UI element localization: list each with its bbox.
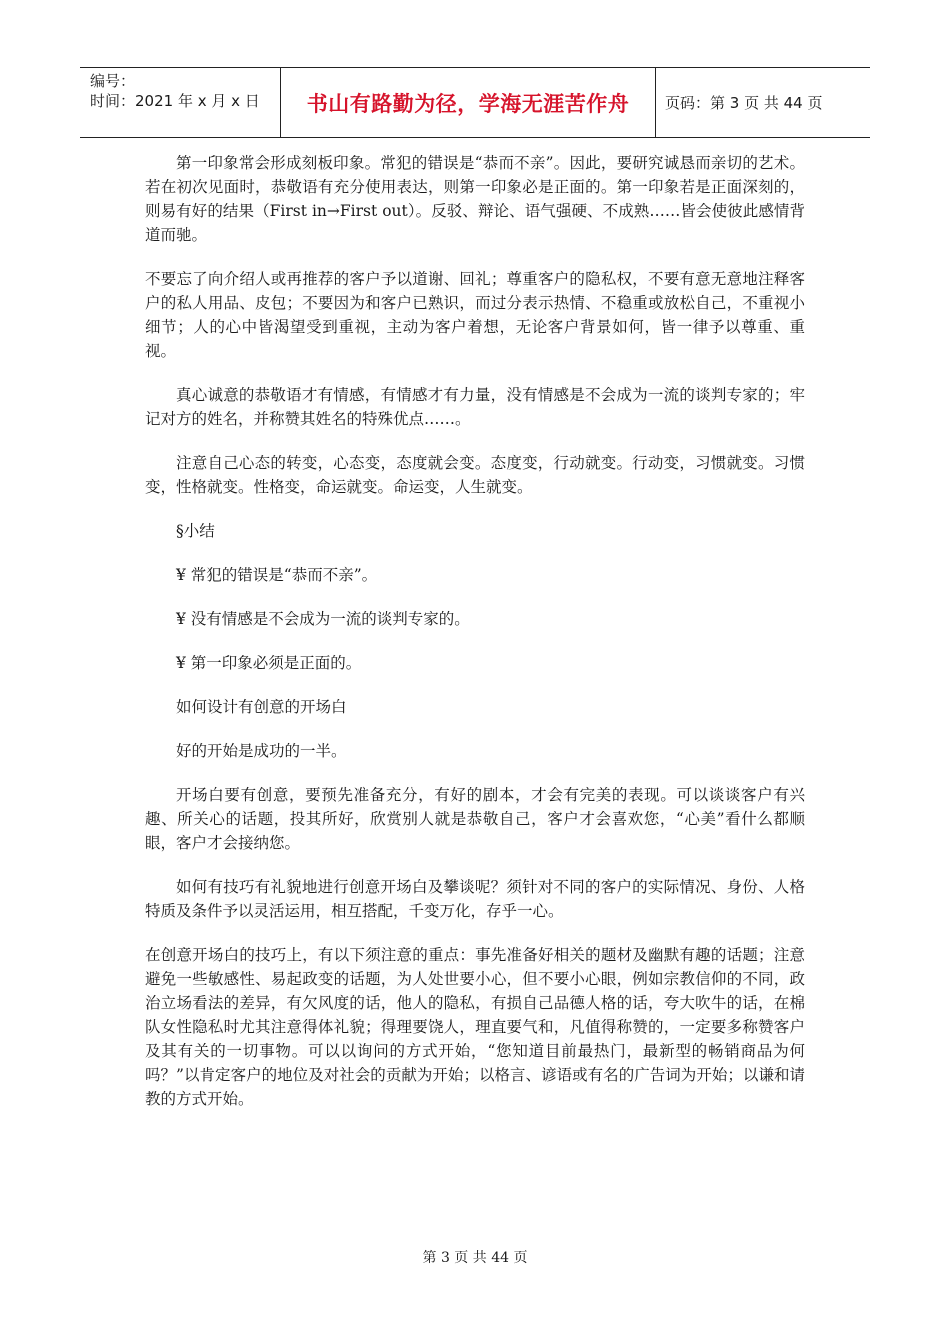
paragraph: 在创意开场白的技巧上，有以下须注意的重点：事先准备好相关的题材及幽默有趣的话题；注意避免一些敏感性、易起政变的话题，为人处世要小心，但不要小心眼，例如宗教信仰的不同，政治立场看法的差异，有欠风度的话，他人的隐私，有损自己品德人格的话，夸大吹牛的话，在棉队女性隐私时尤其注意得体礼貌；得理要饶人，理直要气和，凡值得称赞的，一定要多称赞客户及其有关的一切事物。可以以询问的方式开始，“您知道目前最热门，最新型的畅销商品为何吗？”以肯定客户的地位及对社会的贡献为开始；以格言、谚语或有名的广告词为开始；以谦和请教的方式开始。	[145, 946, 805, 1108]
summary-item: ¥ 常犯的错误是“恭而不亲”。	[176, 566, 378, 584]
header-meta	[80, 68, 281, 137]
paragraph: 开场白要有创意，要预先准备充分，有好的剧本，才会有完美的表现。可以谈谈客户有兴趣、所关心的话题，投其所好，欣赏别人就是恭敬自己，客户才会喜欢您，“心美”看什么都顺眼，客户才会接纳您。	[145, 786, 805, 852]
paragraph: 好的开始是成功的一半。	[176, 742, 347, 760]
paragraph: 第一印象常会形成刻板印象。常犯的错误是“恭而不亲”。因此，要研究诚恳而亲切的艺术。若在初次见面时，恭敬语有充分使用表达，则第一印象必是正面的。第一印象若是正面深刻的，则易有好的结果（First in→First out）。反驳、辩论、语气强硬、不成熟……皆会使彼此感情背道而驰。	[145, 154, 805, 244]
section-heading-summary: §小结	[176, 522, 215, 540]
paragraph: 如何有技巧有礼貌地进行创意开场白及攀谈呢？须针对不同的客户的实际情况、身份、人格特质及条件予以灵活运用，相互搭配，千变万化，存乎一心。	[145, 878, 805, 920]
paragraph: 真心诚意的恭敬语才有情感，有情感才有力量，没有情感是不会成为一流的谈判专家的；牢记对方的姓名，并称赞其姓名的特殊优点……。	[145, 386, 805, 428]
section-heading: 如何设计有创意的开场白	[176, 698, 347, 716]
doc-date-label: 时间：2021 年 x 月 x 日	[90, 92, 260, 110]
summary-item: ¥ 没有情感是不会成为一流的谈判专家的。	[176, 610, 470, 628]
document-body	[145, 151, 805, 1131]
paragraph: 不要忘了向介绍人或再推荐的客户予以道谢、回礼；尊重客户的隐私权，不要有意无意地注释客户的私人用品、皮包；不要因为和客户已熟识，而过分表示热情、不稳重或放松自己，不重视小细节；人的心中皆渴望受到重视，主动为客户着想，无论客户背景如何，皆一律予以尊重、重视。	[145, 270, 805, 360]
header-page-info: 页码：第 3 页 共 44 页	[665, 94, 823, 112]
header-motto: 书山有路勤为径，学海无涯苦作舟	[281, 68, 656, 137]
paragraph: 注意自己心态的转变，心态变，态度就会变。态度变，行动就变。行动变，习惯就变。习惯变，性格就变。性格变，命运就变。命运变，人生就变。	[145, 454, 805, 496]
page-footer: 第 3 页 共 44 页	[422, 1250, 528, 1266]
summary-item: ¥ 第一印象必须是正面的。	[176, 654, 362, 672]
page-header	[80, 67, 870, 138]
doc-number-label: 编号：	[90, 72, 136, 90]
